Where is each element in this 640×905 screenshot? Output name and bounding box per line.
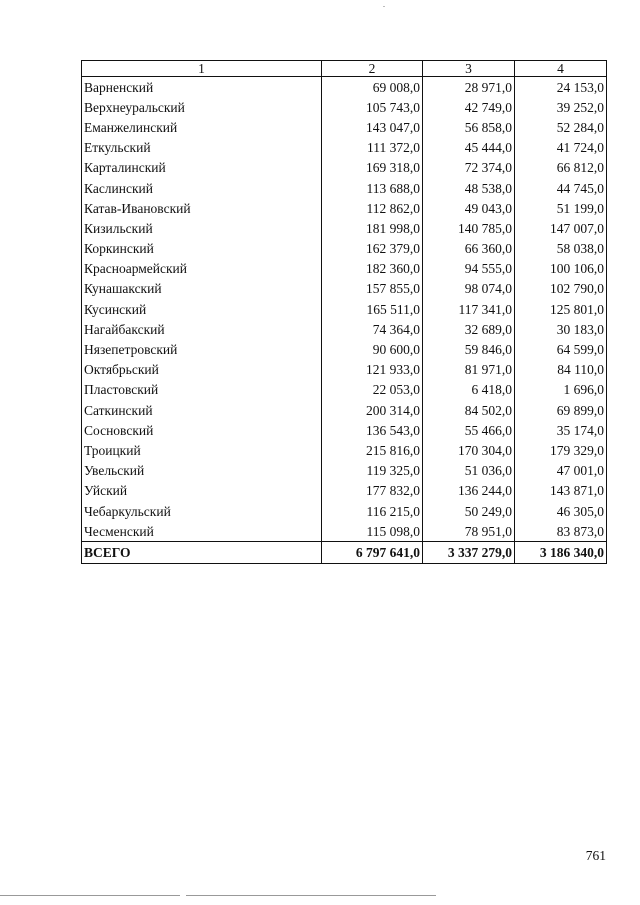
table-row — [82, 77, 607, 98]
value-cell-col2: 177 832,0 — [322, 481, 423, 501]
district-name-cell: Чебаркульский — [82, 501, 322, 521]
district-name-cell: Еткульский — [82, 138, 322, 158]
value-cell-col4: 83 873,0 — [515, 521, 607, 542]
value-cell-col4: 51 199,0 — [515, 198, 607, 218]
total-value-col2: 6 797 641,0 — [322, 542, 423, 563]
table-row — [82, 521, 607, 542]
district-name-cell: Коркинский — [82, 239, 322, 259]
value-cell-col3: 81 971,0 — [423, 360, 515, 380]
scan-speck — [383, 6, 385, 7]
value-cell-col3: 55 466,0 — [423, 420, 515, 440]
budget-table — [81, 60, 607, 564]
district-name-cell: Октябрьский — [82, 360, 322, 380]
district-name-cell: Уйский — [82, 481, 322, 501]
total-label-cell: ВСЕГО — [82, 542, 322, 563]
value-cell-col2: 181 998,0 — [322, 218, 423, 238]
value-cell-col2: 22 053,0 — [322, 380, 423, 400]
table-row — [82, 440, 607, 460]
value-cell-col2: 121 933,0 — [322, 360, 423, 380]
value-cell-col2: 113 688,0 — [322, 178, 423, 198]
table-row — [82, 218, 607, 238]
value-cell-col3: 170 304,0 — [423, 440, 515, 460]
value-cell-col3: 45 444,0 — [423, 138, 515, 158]
table-header-row — [82, 61, 607, 77]
district-name-cell: Пластовский — [82, 380, 322, 400]
total-value-col3: 3 337 279,0 — [423, 542, 515, 563]
value-cell-col4: 69 899,0 — [515, 400, 607, 420]
table-row — [82, 259, 607, 279]
value-cell-col4: 47 001,0 — [515, 461, 607, 481]
district-name-cell: Еманжелинский — [82, 117, 322, 137]
value-cell-col4: 125 801,0 — [515, 299, 607, 319]
table-row — [82, 279, 607, 299]
value-cell-col4: 147 007,0 — [515, 218, 607, 238]
table-row — [82, 461, 607, 481]
value-cell-col2: 157 855,0 — [322, 279, 423, 299]
table-row — [82, 198, 607, 218]
value-cell-col4: 58 038,0 — [515, 239, 607, 259]
value-cell-col4: 66 812,0 — [515, 158, 607, 178]
value-cell-col2: 115 098,0 — [322, 521, 423, 542]
table-row — [82, 360, 607, 380]
district-name-cell: Нагайбакский — [82, 319, 322, 339]
value-cell-col4: 84 110,0 — [515, 360, 607, 380]
value-cell-col2: 136 543,0 — [322, 420, 423, 440]
table-row — [82, 178, 607, 198]
value-cell-col4: 52 284,0 — [515, 117, 607, 137]
value-cell-col2: 69 008,0 — [322, 77, 423, 98]
value-cell-col4: 102 790,0 — [515, 279, 607, 299]
table-row — [82, 481, 607, 501]
value-cell-col2: 116 215,0 — [322, 501, 423, 521]
value-cell-col2: 165 511,0 — [322, 299, 423, 319]
value-cell-col3: 59 846,0 — [423, 339, 515, 359]
column-header: 2 — [322, 61, 423, 77]
value-cell-col3: 84 502,0 — [423, 400, 515, 420]
table-row — [82, 97, 607, 117]
value-cell-col4: 39 252,0 — [515, 97, 607, 117]
value-cell-col2: 112 862,0 — [322, 198, 423, 218]
table-row — [82, 117, 607, 137]
value-cell-col3: 66 360,0 — [423, 239, 515, 259]
value-cell-col4: 143 871,0 — [515, 481, 607, 501]
value-cell-col4: 44 745,0 — [515, 178, 607, 198]
district-name-cell: Чесменский — [82, 521, 322, 542]
footer-rule — [186, 895, 436, 896]
value-cell-col2: 169 318,0 — [322, 158, 423, 178]
value-cell-col2: 74 364,0 — [322, 319, 423, 339]
value-cell-col4: 46 305,0 — [515, 501, 607, 521]
value-cell-col2: 200 314,0 — [322, 400, 423, 420]
value-cell-col3: 78 951,0 — [423, 521, 515, 542]
district-name-cell: Кусинский — [82, 299, 322, 319]
value-cell-col4: 24 153,0 — [515, 77, 607, 98]
district-name-cell: Катав-Ивановский — [82, 198, 322, 218]
district-name-cell: Варненский — [82, 77, 322, 98]
district-name-cell: Карталинский — [82, 158, 322, 178]
value-cell-col3: 48 538,0 — [423, 178, 515, 198]
table-row — [82, 501, 607, 521]
value-cell-col4: 64 599,0 — [515, 339, 607, 359]
column-header: 4 — [515, 61, 607, 77]
district-name-cell: Верхнеуральский — [82, 97, 322, 117]
value-cell-col2: 162 379,0 — [322, 239, 423, 259]
page-number: 761 — [585, 848, 606, 863]
value-cell-col3: 32 689,0 — [423, 319, 515, 339]
value-cell-col4: 179 329,0 — [515, 440, 607, 460]
value-cell-col3: 72 374,0 — [423, 158, 515, 178]
table-body — [82, 77, 607, 564]
value-cell-col4: 1 696,0 — [515, 380, 607, 400]
district-name-cell: Кунашакский — [82, 279, 322, 299]
district-name-cell: Каслинский — [82, 178, 322, 198]
value-cell-col3: 28 971,0 — [423, 77, 515, 98]
value-cell-col2: 90 600,0 — [322, 339, 423, 359]
district-name-cell: Кизильский — [82, 218, 322, 238]
column-header: 3 — [423, 61, 515, 77]
value-cell-col3: 98 074,0 — [423, 279, 515, 299]
value-cell-col3: 50 249,0 — [423, 501, 515, 521]
total-value-col4: 3 186 340,0 — [515, 542, 607, 563]
value-cell-col2: 143 047,0 — [322, 117, 423, 137]
value-cell-col4: 30 183,0 — [515, 319, 607, 339]
table-row — [82, 158, 607, 178]
value-cell-col4: 100 106,0 — [515, 259, 607, 279]
value-cell-col3: 51 036,0 — [423, 461, 515, 481]
district-name-cell: Увельский — [82, 461, 322, 481]
value-cell-col3: 42 749,0 — [423, 97, 515, 117]
value-cell-col3: 94 555,0 — [423, 259, 515, 279]
district-name-cell: Сосновский — [82, 420, 322, 440]
value-cell-col3: 56 858,0 — [423, 117, 515, 137]
value-cell-col4: 41 724,0 — [515, 138, 607, 158]
value-cell-col3: 49 043,0 — [423, 198, 515, 218]
table-row — [82, 138, 607, 158]
table-row — [82, 339, 607, 359]
district-name-cell: Красноармейский — [82, 259, 322, 279]
value-cell-col3: 6 418,0 — [423, 380, 515, 400]
district-name-cell: Саткинский — [82, 400, 322, 420]
value-cell-col3: 140 785,0 — [423, 218, 515, 238]
district-name-cell: Нязепетровский — [82, 339, 322, 359]
value-cell-col3: 117 341,0 — [423, 299, 515, 319]
value-cell-col3: 136 244,0 — [423, 481, 515, 501]
table-row — [82, 299, 607, 319]
table-row — [82, 420, 607, 440]
value-cell-col2: 182 360,0 — [322, 259, 423, 279]
table-row — [82, 239, 607, 259]
value-cell-col2: 105 743,0 — [322, 97, 423, 117]
value-cell-col2: 215 816,0 — [322, 440, 423, 460]
column-header: 1 — [82, 61, 322, 77]
table-row — [82, 400, 607, 420]
value-cell-col2: 111 372,0 — [322, 138, 423, 158]
district-name-cell: Троицкий — [82, 440, 322, 460]
value-cell-col4: 35 174,0 — [515, 420, 607, 440]
value-cell-col2: 119 325,0 — [322, 461, 423, 481]
table-row — [82, 380, 607, 400]
footer-rule — [0, 895, 180, 896]
table-row — [82, 319, 607, 339]
total-row — [82, 542, 607, 563]
